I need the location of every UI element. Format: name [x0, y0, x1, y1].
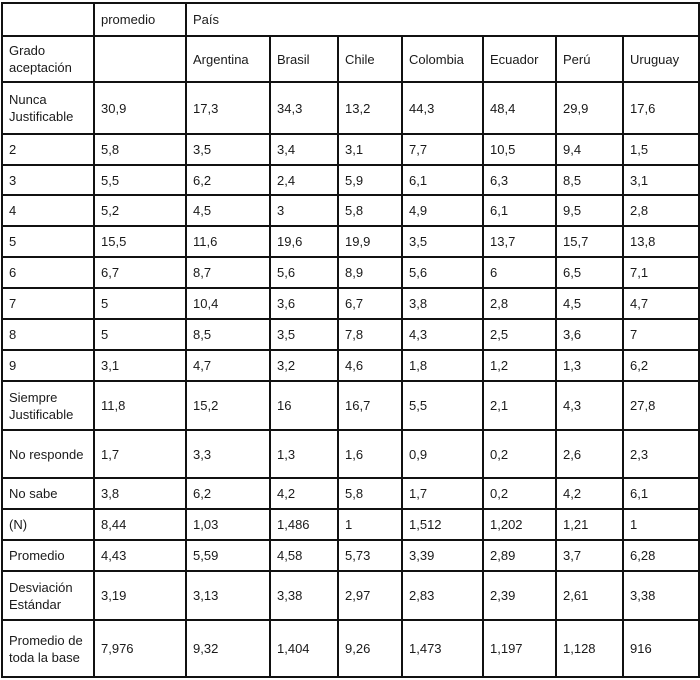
promedio-header: promedio [94, 3, 186, 36]
table-row [2, 82, 699, 134]
value-cell: 4,9 [402, 195, 483, 226]
value-cell: 6,7 [94, 257, 186, 288]
value-cell: 5,73 [338, 540, 402, 571]
value-cell: 3,1 [623, 165, 699, 195]
value-cell: 11,6 [186, 226, 270, 257]
value-cell: 2,1 [483, 381, 556, 430]
value-cell: 15,2 [186, 381, 270, 430]
row-label: No sabe [2, 478, 94, 509]
row-label: Siempre Justificable [2, 381, 94, 430]
value-cell: 6,3 [483, 165, 556, 195]
row-label: 2 [2, 134, 94, 165]
empty-header-cell [94, 36, 186, 82]
value-cell: 4,5 [186, 195, 270, 226]
value-cell: 44,3 [402, 82, 483, 134]
value-cell: 4,2 [556, 478, 623, 509]
value-cell: 3,6 [556, 319, 623, 350]
row-label: 8 [2, 319, 94, 350]
value-cell: 2,8 [623, 195, 699, 226]
value-cell: 1,128 [556, 620, 623, 677]
value-cell: 3,5 [186, 134, 270, 165]
value-cell: 8,44 [94, 509, 186, 540]
row-label: Promedio de toda la base [2, 620, 94, 677]
country-header: Ecuador [483, 36, 556, 82]
table-row [2, 540, 699, 571]
value-cell: 13,7 [483, 226, 556, 257]
value-cell: 3,2 [270, 350, 338, 381]
value-cell: 3,6 [270, 288, 338, 319]
header-row-countries [2, 36, 699, 82]
country-header: Brasil [270, 36, 338, 82]
value-cell: 6,7 [338, 288, 402, 319]
value-cell: 7,8 [338, 319, 402, 350]
value-cell: 7,1 [623, 257, 699, 288]
corner-cell [2, 3, 94, 36]
value-cell: 4,2 [270, 478, 338, 509]
value-cell: 1,202 [483, 509, 556, 540]
table-row [2, 257, 699, 288]
value-cell: 5,5 [402, 381, 483, 430]
row-label: 5 [2, 226, 94, 257]
value-cell: 6 [483, 257, 556, 288]
value-cell: 3,38 [270, 571, 338, 620]
value-cell: 4,5 [556, 288, 623, 319]
row-label: 9 [2, 350, 94, 381]
value-cell: 5,8 [94, 134, 186, 165]
value-cell: 0,9 [402, 430, 483, 478]
value-cell: 2,83 [402, 571, 483, 620]
value-cell: 10,4 [186, 288, 270, 319]
value-cell: 1 [338, 509, 402, 540]
value-cell: 4,58 [270, 540, 338, 571]
value-cell: 3,38 [623, 571, 699, 620]
value-cell: 1,473 [402, 620, 483, 677]
value-cell: 2,6 [556, 430, 623, 478]
value-cell: 6,2 [186, 165, 270, 195]
value-cell: 3,5 [402, 226, 483, 257]
header-row-top [2, 3, 699, 36]
table-row [2, 620, 699, 677]
value-cell: 5,9 [338, 165, 402, 195]
value-cell: 4,7 [186, 350, 270, 381]
value-cell: 17,6 [623, 82, 699, 134]
value-cell: 29,9 [556, 82, 623, 134]
row-label: 7 [2, 288, 94, 319]
value-cell: 3,7 [556, 540, 623, 571]
value-cell: 3,4 [270, 134, 338, 165]
value-cell: 15,7 [556, 226, 623, 257]
country-header: Colombia [402, 36, 483, 82]
value-cell: 0,2 [483, 478, 556, 509]
table-row [2, 195, 699, 226]
value-cell: 1,404 [270, 620, 338, 677]
value-cell: 34,3 [270, 82, 338, 134]
value-cell: 6,1 [402, 165, 483, 195]
value-cell: 1,8 [402, 350, 483, 381]
country-header: Perú [556, 36, 623, 82]
value-cell: 4,6 [338, 350, 402, 381]
value-cell: 7,7 [402, 134, 483, 165]
value-cell: 1,7 [94, 430, 186, 478]
value-cell: 2,3 [623, 430, 699, 478]
row-label: 3 [2, 165, 94, 195]
value-cell: 9,26 [338, 620, 402, 677]
value-cell: 16 [270, 381, 338, 430]
value-cell: 5,6 [270, 257, 338, 288]
table-row [2, 381, 699, 430]
value-cell: 1,512 [402, 509, 483, 540]
value-cell: 9,4 [556, 134, 623, 165]
value-cell: 3,8 [94, 478, 186, 509]
row-label-header: Grado aceptación [2, 36, 94, 82]
value-cell: 1,03 [186, 509, 270, 540]
value-cell: 0,2 [483, 430, 556, 478]
value-cell: 5 [94, 288, 186, 319]
value-cell: 916 [623, 620, 699, 677]
value-cell: 2,39 [483, 571, 556, 620]
value-cell: 8,5 [556, 165, 623, 195]
table-row [2, 288, 699, 319]
row-label: Desviación Estándar [2, 571, 94, 620]
table-row [2, 571, 699, 620]
table-row [2, 226, 699, 257]
value-cell: 6,28 [623, 540, 699, 571]
value-cell: 6,2 [186, 478, 270, 509]
value-cell: 3,5 [270, 319, 338, 350]
value-cell: 1,7 [402, 478, 483, 509]
value-cell: 9,32 [186, 620, 270, 677]
value-cell: 6,1 [483, 195, 556, 226]
value-cell: 1,197 [483, 620, 556, 677]
table-row [2, 319, 699, 350]
value-cell: 17,3 [186, 82, 270, 134]
value-cell: 10,5 [483, 134, 556, 165]
value-cell: 48,4 [483, 82, 556, 134]
value-cell: 6,5 [556, 257, 623, 288]
value-cell: 3,13 [186, 571, 270, 620]
value-cell: 13,8 [623, 226, 699, 257]
row-label: Promedio [2, 540, 94, 571]
value-cell: 1,5 [623, 134, 699, 165]
value-cell: 7 [623, 319, 699, 350]
value-cell: 3,8 [402, 288, 483, 319]
table-row [2, 478, 699, 509]
value-cell: 5,8 [338, 195, 402, 226]
country-header: Argentina [186, 36, 270, 82]
value-cell: 15,5 [94, 226, 186, 257]
value-cell: 2,89 [483, 540, 556, 571]
value-cell: 1,2 [483, 350, 556, 381]
value-cell: 2,8 [483, 288, 556, 319]
value-cell: 5,8 [338, 478, 402, 509]
value-cell: 6,2 [623, 350, 699, 381]
country-header: Chile [338, 36, 402, 82]
value-cell: 5,2 [94, 195, 186, 226]
value-cell: 1,21 [556, 509, 623, 540]
value-cell: 1,486 [270, 509, 338, 540]
value-cell: 30,9 [94, 82, 186, 134]
value-cell: 8,7 [186, 257, 270, 288]
table-row [2, 430, 699, 478]
value-cell: 8,5 [186, 319, 270, 350]
value-cell: 16,7 [338, 381, 402, 430]
value-cell: 3,19 [94, 571, 186, 620]
table-row [2, 350, 699, 381]
row-label: Nunca Justificable [2, 82, 94, 134]
value-cell: 3 [270, 195, 338, 226]
value-cell: 4,43 [94, 540, 186, 571]
value-cell: 2,5 [483, 319, 556, 350]
value-cell: 5,6 [402, 257, 483, 288]
row-label: No responde [2, 430, 94, 478]
value-cell: 9,5 [556, 195, 623, 226]
row-label: 4 [2, 195, 94, 226]
row-label: (N) [2, 509, 94, 540]
table-row [2, 134, 699, 165]
value-cell: 19,9 [338, 226, 402, 257]
value-cell: 1,3 [556, 350, 623, 381]
table-row [2, 509, 699, 540]
value-cell: 6,1 [623, 478, 699, 509]
value-cell: 1 [623, 509, 699, 540]
value-cell: 3,1 [94, 350, 186, 381]
value-cell: 19,6 [270, 226, 338, 257]
value-cell: 2,61 [556, 571, 623, 620]
value-cell: 5,5 [94, 165, 186, 195]
country-header: Uruguay [623, 36, 699, 82]
row-label: 6 [2, 257, 94, 288]
value-cell: 27,8 [623, 381, 699, 430]
value-cell: 3,39 [402, 540, 483, 571]
value-cell: 2,4 [270, 165, 338, 195]
table-row [2, 165, 699, 195]
value-cell: 7,976 [94, 620, 186, 677]
value-cell: 1,3 [270, 430, 338, 478]
value-cell: 5,59 [186, 540, 270, 571]
acceptance-table [1, 2, 700, 678]
value-cell: 13,2 [338, 82, 402, 134]
value-cell: 8,9 [338, 257, 402, 288]
value-cell: 4,3 [402, 319, 483, 350]
value-cell: 1,6 [338, 430, 402, 478]
value-cell: 4,3 [556, 381, 623, 430]
value-cell: 3,1 [338, 134, 402, 165]
value-cell: 11,8 [94, 381, 186, 430]
value-cell: 4,7 [623, 288, 699, 319]
value-cell: 2,97 [338, 571, 402, 620]
value-cell: 3,3 [186, 430, 270, 478]
pais-header: País [186, 3, 699, 36]
value-cell: 5 [94, 319, 186, 350]
